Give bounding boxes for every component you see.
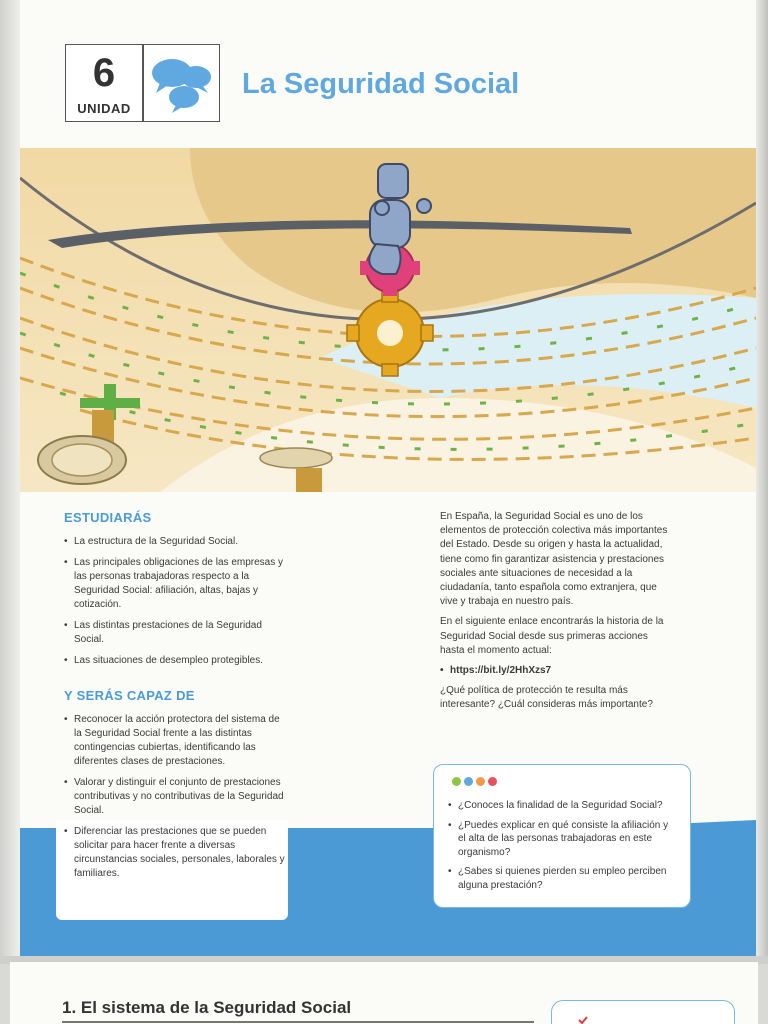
tightrope-illustration	[20, 148, 756, 492]
questions-box	[433, 764, 691, 908]
estudiaras-list	[64, 535, 289, 668]
estudiaras-heading: ESTUDIARÁS	[64, 510, 152, 525]
capaz-heading: Y SERÁS CAPAZ DE	[64, 688, 195, 703]
unit-badge	[65, 44, 220, 122]
list-item: • Valorar y distinguir el conjunto de prestaciones contributivas y no contributivas de la Seguridad Social.	[64, 776, 289, 818]
list-item: • ¿Sabes si quienes pierden su empleo perciben alguna prestación?	[448, 865, 678, 892]
dot-red	[488, 777, 497, 786]
list-item: • Las distintas prestaciones de la Seguridad Social.	[64, 619, 289, 647]
list-item: • ¿Conoces la finalidad de la Seguridad Social?	[448, 799, 678, 813]
list-item: • Diferenciar las prestaciones que se pueden solicitar para hacer frente a diversas circunstancias sociales, personales, laborales y familiares.	[64, 825, 289, 881]
banner-illustration	[20, 148, 756, 492]
dot-green	[452, 777, 461, 786]
objectives-column	[64, 510, 289, 888]
check-icon	[578, 1016, 588, 1024]
intro-paragraph: En España, la Seguridad Social es uno de los elementos de protección colectiva más importantes del Estado. Desde su origen y hasta la actualidad, tiene como fin garantizar asistencia y prestaciones sociales ante situaciones de necesidad a la ciudadanía, tanto española como extranjera, que vive y trabaja en nuestro país.	[440, 511, 668, 608]
list-item: • Las situaciones de desempleo protegibles.	[64, 654, 289, 668]
unit-divider	[142, 45, 144, 121]
history-link[interactable]: • https://bit.ly/2HhXzs7	[440, 664, 675, 678]
page-right-edge	[756, 0, 768, 960]
questions-list	[448, 799, 678, 898]
list-item: • ¿Puedes explicar en qué consiste la afiliación y el alta de las personas trabajadoras en este organismo?	[448, 819, 678, 860]
list-item: • Las principales obligaciones de las empresas y las personas trabajadoras respecto a la Seguridad Social: afiliación, altas, bajas y cotización.	[64, 556, 289, 612]
page-title: La Seguridad Social	[242, 68, 520, 100]
intro-column	[440, 510, 675, 719]
unit-label: UNIDAD	[77, 101, 131, 116]
color-dots	[452, 773, 500, 791]
section-rule	[62, 1021, 534, 1023]
list-item: • Reconocer la acción protectora del sistema de la Seguridad Social frente a las distintas contingencias cubiertas, identificando las diferentes clases de prestaciones.	[64, 713, 289, 769]
list-item: • La estructura de la Seguridad Social.	[64, 535, 289, 549]
unit-number: 6	[92, 51, 116, 95]
dot-blue	[464, 777, 473, 786]
dot-orange	[476, 777, 485, 786]
question-paragraph: ¿Qué política de protección te resulta más interesante? ¿Cuál consideras más importante?	[440, 685, 653, 711]
section-title: 1. El sistema de la Seguridad Social	[62, 998, 352, 1017]
capaz-list	[64, 713, 289, 881]
speech-bubbles-icon	[146, 51, 216, 115]
page-binding-edge	[0, 0, 20, 960]
link-intro-paragraph: En el siguiente enlace encontrarás la historia de la Seguridad Social desde sus primeras acciones hasta el momento actual:	[440, 616, 664, 656]
